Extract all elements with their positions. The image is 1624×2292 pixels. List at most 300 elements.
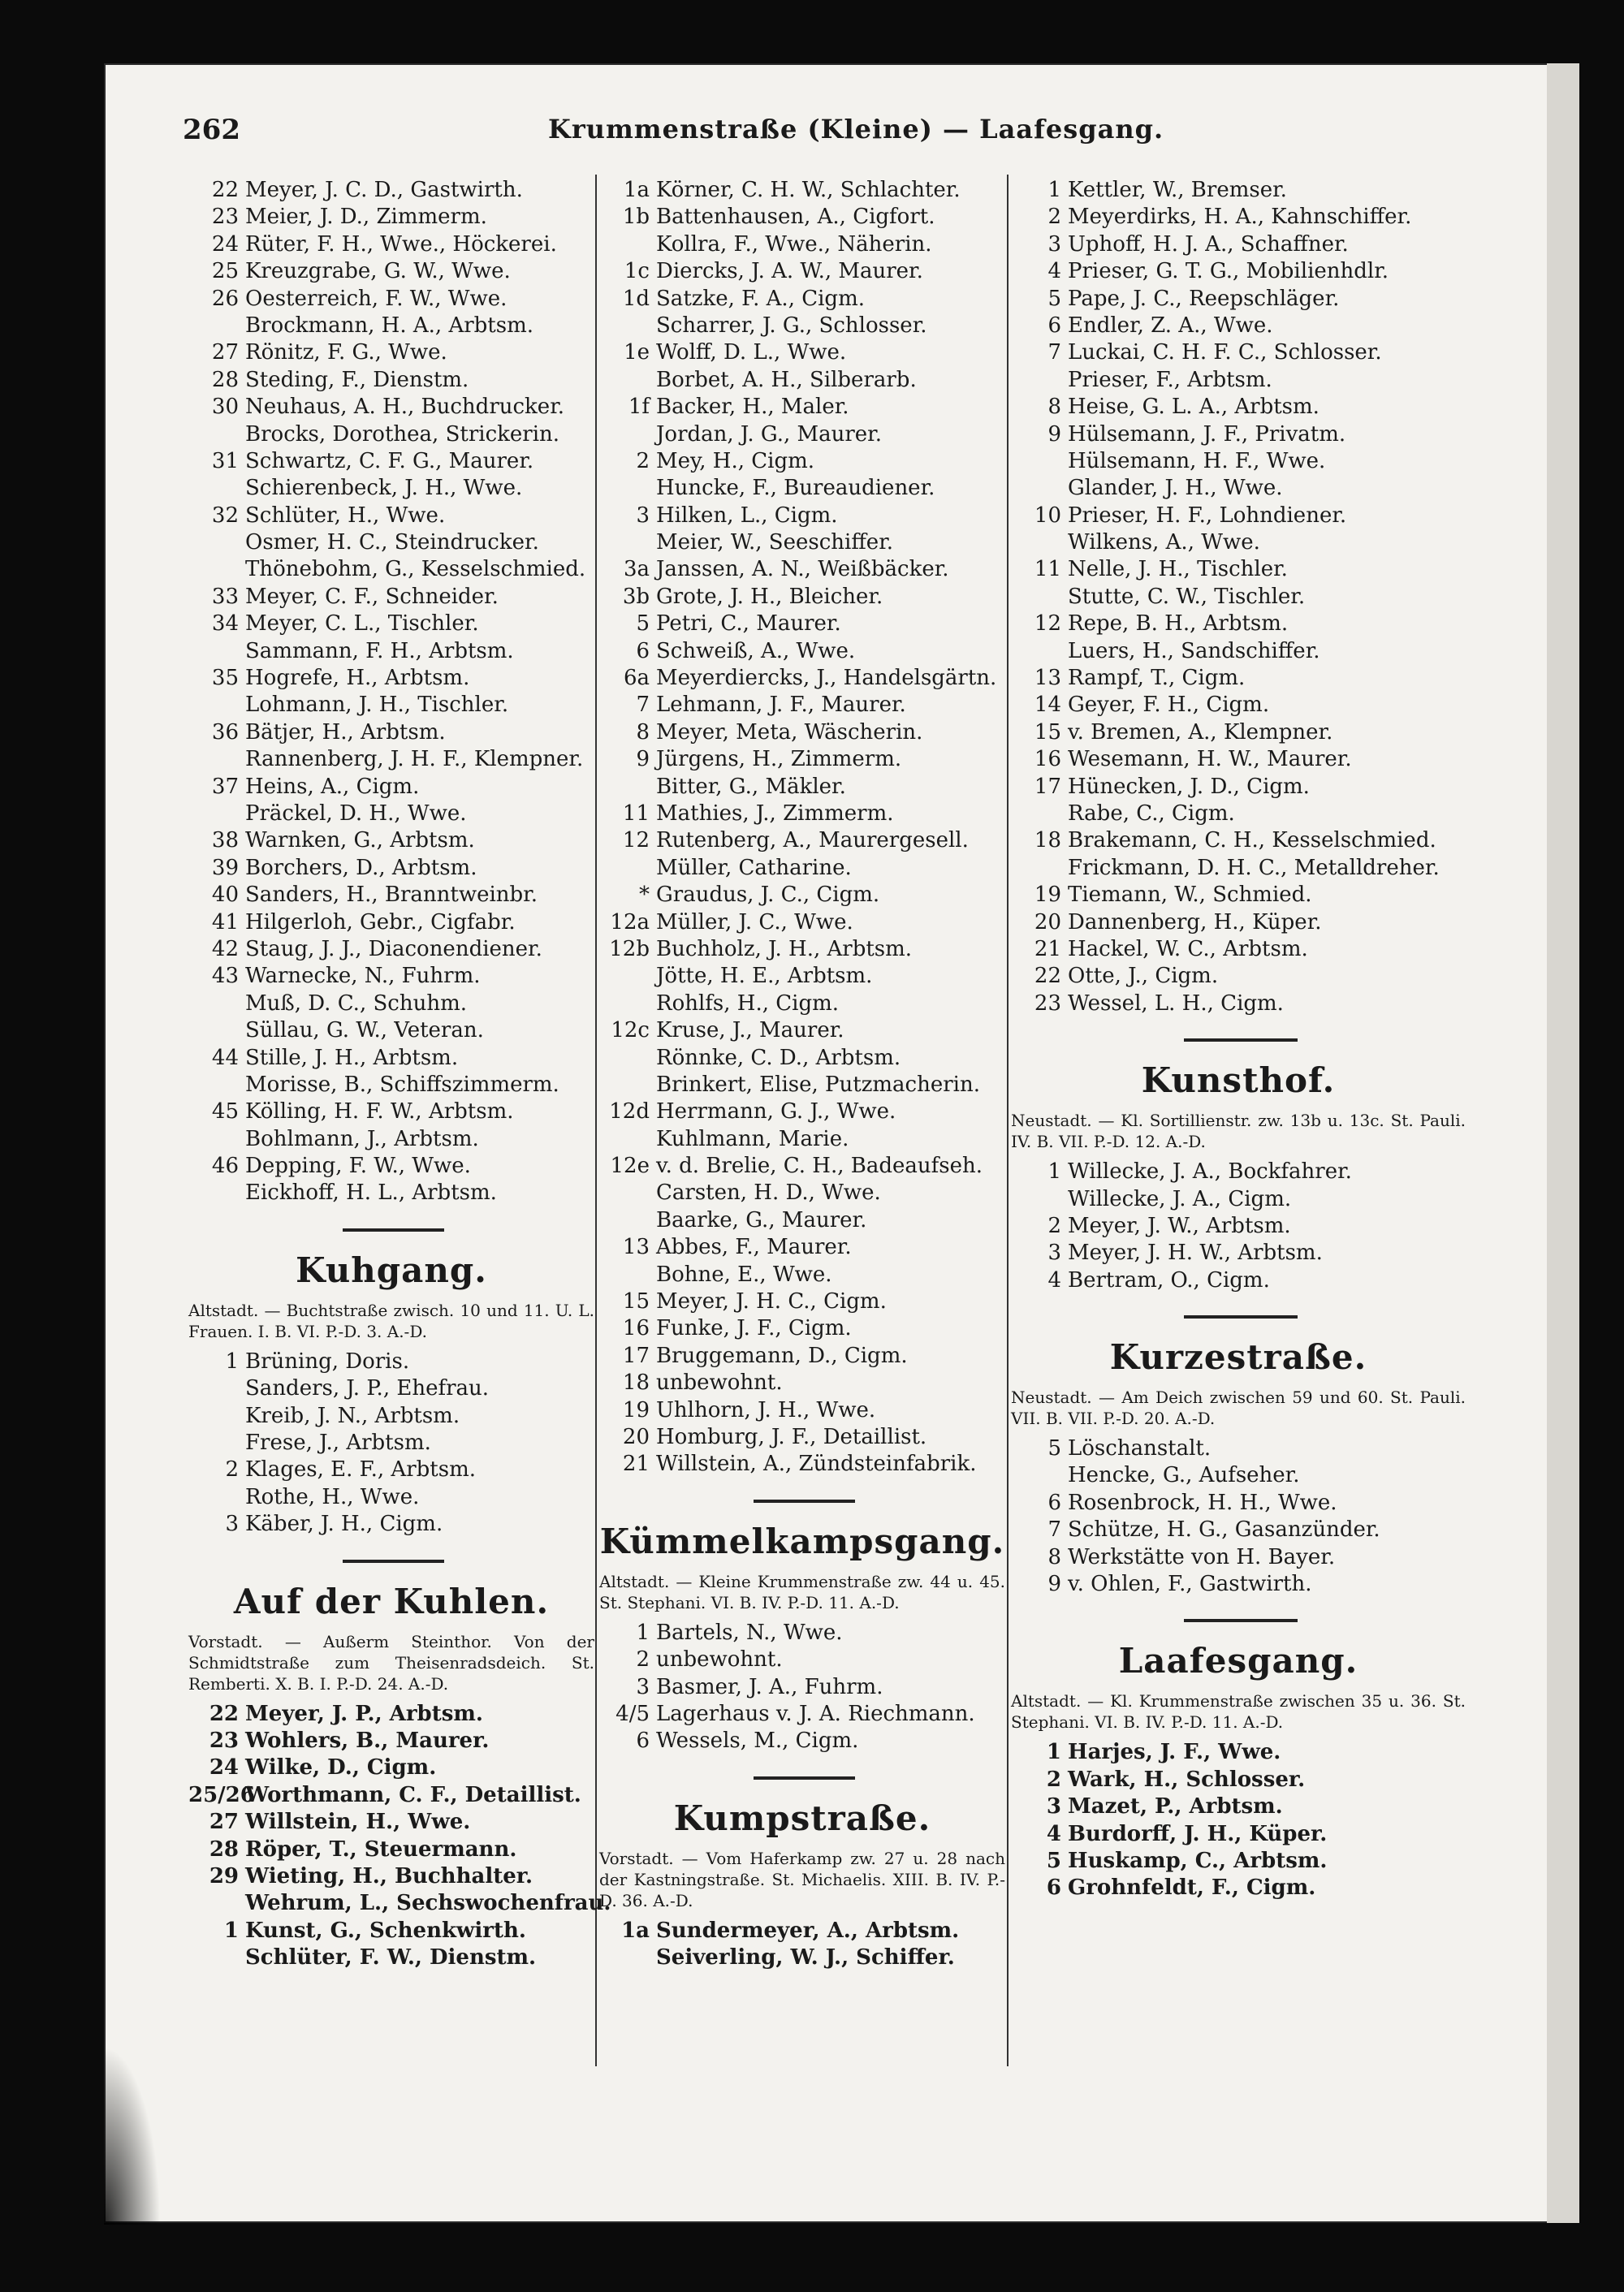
list-item (188, 1701, 594, 1728)
house-number: 1c (624, 259, 650, 284)
list-item (599, 1728, 1005, 1755)
resident-text: Brocks, Dorothea, Strickerin. (245, 421, 560, 447)
house-number: 37 (211, 774, 239, 799)
resident-text: Willstein, A., Zündsteinfabrik. (656, 1452, 977, 1477)
page-number: 262 (183, 114, 240, 146)
resident-text: Seiverling, W. J., Schiffer. (656, 1945, 955, 1970)
resident-text: Wolff, D. L., Wwe. (656, 340, 847, 365)
list-item (1011, 1186, 1466, 1213)
list-item (599, 638, 1005, 665)
list-item (188, 448, 594, 475)
list-item (599, 1017, 1005, 1044)
resident-text: Dannenberg, H., Küper. (1068, 909, 1322, 934)
thumb-shadow (104, 2046, 161, 2225)
house-number: 12c (611, 1018, 650, 1043)
house-number: 12a (610, 909, 650, 934)
house-number: 22 (1034, 964, 1061, 989)
list-item (1011, 1213, 1466, 1240)
list-item (188, 286, 594, 313)
resident-text: Petri, C., Maurer. (656, 611, 841, 637)
resident-text: Sanders, H., Branntweinbr. (245, 883, 538, 908)
list-item (1011, 394, 1466, 421)
resident-text: Meyer, J. W., Arbtsm. (1068, 1213, 1291, 1238)
house-number: 43 (211, 964, 239, 989)
house-number: 12b (609, 936, 650, 961)
resident-text: Röper, T., Steuermann. (245, 1837, 517, 1862)
house-number: 4 (1047, 1267, 1061, 1293)
house-number: 2 (1047, 205, 1061, 230)
street-heading: Kümmelkampsgang. (599, 1521, 1005, 1561)
list-item (599, 1701, 1005, 1728)
resident-text: Steding, F., Dienstm. (245, 367, 469, 392)
resident-text: Worthmann, C. F., Detaillist. (245, 1782, 581, 1807)
list-item (1011, 258, 1466, 285)
house-number: 4 (1047, 259, 1061, 284)
house-number: 1a (623, 178, 650, 202)
list-item (188, 963, 594, 990)
resident-text: Staug, J. J., Diaconendiener. (245, 936, 542, 961)
list-item (188, 421, 594, 448)
list-item (188, 584, 594, 611)
list-item (188, 1890, 611, 1917)
resident-text: Rüter, F. H., Wwe., Höckerei. (245, 231, 557, 257)
entry-list (599, 1620, 1005, 1755)
street-heading: Kumpstraße. (673, 1798, 931, 1838)
resident-text: Hencke, G., Aufseher. (1068, 1463, 1300, 1488)
list-item (188, 367, 594, 394)
list-item (188, 1728, 594, 1755)
list-item (1011, 556, 1466, 583)
list-item (599, 611, 1005, 637)
list-item (599, 1207, 1005, 1234)
resident-text: Meyer, J. C. D., Gastwirth. (245, 178, 523, 202)
list-item (599, 1397, 1005, 1424)
resident-text: Endler, Z. A., Wwe. (1068, 313, 1273, 338)
house-number: 7 (636, 693, 650, 718)
house-number: 40 (211, 883, 239, 908)
house-number: 5 (1047, 286, 1061, 311)
resident-text: Meyer, J. H. W., Arbtsm. (1068, 1241, 1323, 1266)
resident-text: Brakemann, C. H., Kesselschmied. (1068, 828, 1436, 853)
list-item (188, 827, 594, 854)
house-number: 9 (1047, 421, 1061, 447)
house-number: 16 (1034, 747, 1061, 772)
list-item (1011, 177, 1466, 204)
resident-text: Neuhaus, A. H., Buchdrucker. (245, 395, 565, 420)
list-item (188, 556, 594, 583)
resident-text: Hünecken, J. D., Cigm. (1068, 774, 1310, 799)
house-number: * (639, 883, 650, 908)
list-item (1011, 313, 1466, 339)
resident-text: Muß, D. C., Schuhm. (245, 991, 467, 1016)
list-item (599, 1424, 1005, 1451)
section-divider (599, 1478, 1005, 1519)
resident-text: Abbes, F., Maurer. (656, 1235, 852, 1260)
resident-text: Wehrum, L., Sechswochenfrau. (245, 1891, 611, 1916)
house-number: 14 (1034, 693, 1061, 718)
resident-text: Rohlfs, H., Cigm. (656, 991, 840, 1016)
resident-text: Battenhausen, A., Cigfort. (656, 205, 935, 230)
list-item (599, 991, 1005, 1017)
list-item (599, 909, 1005, 936)
resident-text: Rutenberg, A., Maurergesell. (656, 828, 969, 853)
resident-text: Willstein, H., Wwe. (245, 1810, 471, 1835)
resident-text: v. Ohlen, F., Gastwirth. (1068, 1572, 1312, 1597)
resident-text: Bätjer, H., Arbtsm. (245, 719, 446, 745)
list-item (1011, 1517, 1466, 1543)
resident-text: Backer, H., Maler. (656, 395, 849, 420)
resident-text: Burdorff, J. H., Küper. (1068, 1821, 1328, 1846)
resident-text: Glander, J. H., Wwe. (1068, 476, 1283, 501)
list-item (1011, 882, 1466, 909)
house-number: 13 (1034, 666, 1061, 691)
house-number: 12 (622, 828, 650, 853)
house-number: 3 (636, 1674, 650, 1699)
house-number: 21 (1034, 936, 1061, 961)
list-item (1011, 1793, 1466, 1820)
resident-text: Kreuzgrabe, G. W., Wwe. (245, 259, 511, 284)
street-heading: Auf der Kuhlen. (233, 1581, 550, 1621)
resident-text: Pape, J. C., Reepschläger. (1068, 286, 1340, 311)
entry-list (1011, 1739, 1466, 1901)
house-number: 8 (1047, 1544, 1061, 1569)
list-item (1011, 1544, 1466, 1571)
list-item (1011, 1848, 1466, 1875)
resident-text: Meier, W., Seeschiffer. (656, 530, 894, 555)
resident-text: Kölling, H. F. W., Arbtsm. (245, 1099, 514, 1124)
house-number: 13 (622, 1235, 650, 1260)
resident-text: Wilkens, A., Wwe. (1068, 530, 1260, 555)
list-item (1011, 286, 1466, 313)
list-item (188, 1017, 594, 1044)
resident-text: Schütze, H. G., Gasanzünder. (1068, 1517, 1380, 1543)
resident-text: Meyerdiercks, J., Handelsgärtn. (656, 666, 997, 691)
list-item (188, 475, 594, 502)
list-item (599, 1099, 1005, 1125)
resident-text: Hackel, W. C., Arbtsm. (1068, 936, 1308, 961)
resident-text: Mathies, J., Zimmerm. (656, 801, 894, 826)
resident-text: Mazet, P., Arbtsm. (1068, 1794, 1283, 1819)
list-item (188, 1755, 594, 1781)
list-item (1011, 611, 1466, 637)
list-item (188, 529, 594, 556)
resident-text: Luers, H., Sandschiffer. (1068, 638, 1320, 663)
house-number: 3 (636, 503, 650, 528)
list-item (188, 204, 594, 231)
list-item (188, 774, 594, 801)
resident-text: Brüning, Doris. (245, 1349, 410, 1374)
list-item (599, 665, 1005, 692)
resident-text: Heise, G. L. A., Arbtsm. (1068, 395, 1320, 420)
list-item (599, 801, 1005, 827)
list-item (188, 1180, 594, 1206)
list-item (1011, 1571, 1466, 1598)
street-description: Neustadt. — Am Deich zwischen 59 und 60. St. Pauli. VII. B. VII. P.-D. 20. A.-D. (1011, 1388, 1466, 1429)
list-item (1011, 665, 1466, 692)
resident-text: Kruse, J., Maurer. (656, 1018, 844, 1043)
list-item (188, 1809, 594, 1836)
list-item (188, 1918, 594, 1945)
house-number: 11 (1034, 557, 1061, 582)
house-number: 1f (628, 395, 650, 420)
list-item (1011, 584, 1466, 611)
list-item (599, 692, 1005, 719)
house-number: 1 (223, 1918, 239, 1943)
resident-text: Wesemann, H. W., Maurer. (1068, 747, 1352, 772)
house-number: 25 (211, 259, 239, 284)
house-number: 38 (211, 828, 239, 853)
list-item (1011, 1435, 1466, 1462)
street-heading: Kunsthof. (1141, 1060, 1336, 1101)
column-3 (1011, 177, 1466, 1902)
entry-list (1011, 177, 1466, 1017)
resident-text: Bohne, E., Wwe. (656, 1262, 832, 1287)
resident-text: Hilken, L., Cigm. (656, 503, 838, 528)
list-item (599, 286, 1005, 313)
list-item (599, 258, 1005, 285)
list-item (188, 394, 594, 421)
resident-text: unbewohnt. (656, 1647, 783, 1673)
resident-text: Meyer, Meta, Wäscherin. (656, 719, 923, 745)
list-item (599, 1674, 1005, 1701)
house-number: 11 (622, 801, 650, 826)
resident-text: Präckel, D. H., Wwe. (245, 801, 467, 826)
list-item (599, 313, 1005, 339)
house-number: 22 (209, 1701, 239, 1726)
resident-text: Harjes, J. F., Wwe. (1068, 1740, 1281, 1765)
list-item (1011, 855, 1466, 882)
list-item (1011, 367, 1466, 394)
resident-text: Körner, C. H. W., Schlachter. (656, 178, 961, 202)
house-number: 8 (636, 719, 650, 745)
house-number: 6 (1046, 1875, 1061, 1901)
resident-text: Meyerdirks, H. A., Kahnschiffer. (1068, 205, 1412, 230)
resident-text: Baarke, G., Maurer. (656, 1207, 867, 1232)
entry-list (188, 177, 594, 1207)
resident-text: Geyer, F. H., Cigm. (1068, 693, 1270, 718)
section-divider (188, 1207, 594, 1248)
house-number: 1e (624, 340, 650, 365)
street-heading: Kuhgang. (296, 1250, 487, 1290)
street-description: Vorstadt. — Vom Haferkamp zw. 27 u. 28 nach der Kastningstraße. St. Michaelis. XIII. B. IV. P.-D. 36. A.-D. (599, 1848, 1005, 1910)
resident-text: Eickhoff, H. L., Arbtsm. (245, 1181, 497, 1206)
resident-text: Wilke, D., Cigm. (245, 1755, 437, 1781)
resident-text: Sanders, J. P., Ehefrau. (245, 1376, 490, 1401)
resident-text: Bartels, N., Wwe. (656, 1620, 843, 1645)
list-item (1011, 448, 1466, 475)
street-heading: Laafesgang. (1118, 1641, 1358, 1681)
house-number: 46 (211, 1154, 239, 1179)
resident-text: Uhlhorn, J. H., Wwe. (656, 1397, 876, 1422)
list-item (599, 1620, 1005, 1647)
resident-text: Frese, J., Arbtsm. (245, 1431, 431, 1456)
house-number: 32 (211, 503, 239, 528)
resident-text: Hogrefe, H., Arbtsm. (245, 666, 470, 691)
list-item (188, 1403, 594, 1430)
list-item (599, 1647, 1005, 1673)
resident-text: Prieser, H. F., Lohndiener. (1068, 503, 1347, 528)
list-item (599, 1153, 1005, 1180)
resident-text: Wieting, H., Buchhalter. (245, 1863, 533, 1888)
house-number: 25/26 (188, 1782, 255, 1807)
house-number: 20 (622, 1424, 650, 1449)
resident-text: Stille, J. H., Arbtsm. (245, 1045, 459, 1070)
house-number: 6a (623, 666, 650, 691)
house-number: 20 (1034, 909, 1061, 934)
house-number: 5 (1047, 1436, 1061, 1461)
column-2 (599, 177, 1005, 1971)
house-number: 39 (211, 855, 239, 880)
resident-text: Basmer, J. A., Fuhrm. (656, 1674, 883, 1699)
resident-text: Heins, A., Cigm. (245, 774, 420, 799)
street-description: Altstadt. — Kl. Krummenstraße zwischen 35 u. 36. St. Stephani. VI. B. IV. P.-D. 11. A.-D. (1011, 1691, 1466, 1733)
list-item (1011, 1267, 1466, 1294)
column-1 (188, 177, 611, 1971)
resident-text: Uphoff, H. J. A., Schaffner. (1068, 231, 1349, 257)
house-number: 26 (211, 286, 239, 311)
list-item (1011, 339, 1466, 366)
list-item (599, 475, 1005, 502)
resident-text: Rampf, T., Cigm. (1068, 666, 1246, 691)
house-number: 31 (211, 448, 239, 473)
resident-text: Janssen, A. N., Weißbäcker. (656, 557, 949, 582)
list-item (1011, 991, 1466, 1017)
street-description: Altstadt. — Buchtstraße zwisch. 10 und 11. U. L. Frauen. I. B. VI. P.-D. 3. A.-D. (188, 1300, 594, 1341)
house-number: 42 (211, 936, 239, 961)
house-number: 1 (1046, 1740, 1061, 1765)
list-item (188, 1375, 594, 1402)
resident-text: Müller, J. C., Wwe. (656, 909, 853, 934)
house-number: 23 (209, 1728, 239, 1753)
house-number: 35 (211, 666, 239, 691)
list-item (188, 313, 594, 339)
list-item (1011, 421, 1466, 448)
list-item (1011, 801, 1466, 827)
resident-text: Süllau, G. W., Veteran. (245, 1018, 484, 1043)
list-item (599, 882, 1005, 909)
list-item (599, 1234, 1005, 1261)
list-item (188, 1837, 594, 1863)
section-divider (188, 1539, 594, 1579)
list-item (1011, 503, 1466, 529)
list-item (1011, 204, 1466, 231)
resident-text: Bitter, G., Mäkler. (656, 774, 846, 799)
resident-text: Sammann, F. H., Arbtsm. (245, 638, 514, 663)
house-number: 12 (1034, 611, 1061, 637)
list-item (188, 1484, 594, 1511)
resident-text: Käber, J. H., Cigm. (245, 1512, 443, 1537)
list-item (1011, 909, 1466, 936)
list-item (599, 827, 1005, 854)
resident-text: Schlüter, F. W., Dienstm. (245, 1945, 537, 1970)
list-item (599, 1288, 1005, 1315)
house-number: 3 (1047, 231, 1061, 257)
list-item (1011, 1462, 1466, 1489)
list-item (1011, 1159, 1466, 1185)
resident-text: Kettler, W., Bremser. (1068, 178, 1287, 202)
house-number: 27 (211, 340, 239, 365)
house-number: 18 (622, 1370, 650, 1396)
street-description: Altstadt. — Kleine Krummenstraße zw. 44 u. 45. St. Stephani. VI. B. IV. P.-D. 11. A.-D. (599, 1571, 1005, 1612)
list-item (188, 991, 594, 1017)
resident-text: Jürgens, H., Zimmerm. (656, 747, 902, 772)
house-number: 1a (621, 1918, 650, 1943)
house-number: 12e (610, 1154, 650, 1179)
list-item (188, 936, 594, 963)
resident-text: Funke, J. F., Cigm. (656, 1316, 852, 1341)
resident-text: Satzke, F. A., Cigm. (656, 286, 865, 311)
column-rule (595, 175, 597, 2066)
list-item (599, 1072, 1005, 1099)
list-item (599, 204, 1005, 231)
house-number: 7 (1047, 340, 1061, 365)
resident-text: Rönitz, F. G., Wwe. (245, 340, 447, 365)
list-item (188, 638, 594, 665)
resident-text: Bruggemann, D., Cigm. (656, 1343, 908, 1368)
resident-text: Bertram, O., Cigm. (1068, 1267, 1270, 1293)
list-item (188, 1099, 594, 1125)
house-number: 30 (211, 395, 239, 420)
resident-text: Sundermeyer, A., Arbtsm. (656, 1918, 960, 1943)
resident-text: Kunst, G., Schenkwirth. (245, 1918, 526, 1943)
house-number: 15 (1034, 719, 1061, 745)
resident-text: Kuhlmann, Marie. (656, 1126, 849, 1151)
house-number: 28 (211, 367, 239, 392)
list-item (1011, 827, 1466, 854)
resident-text: Homburg, J. F., Detaillist. (656, 1424, 927, 1449)
resident-text: Nelle, J. H., Tischler. (1068, 557, 1288, 582)
house-number: 3 (225, 1512, 239, 1537)
list-item (1011, 963, 1466, 990)
house-number: 23 (211, 205, 239, 230)
list-item (188, 1072, 594, 1099)
list-item (599, 421, 1005, 448)
column-rule (1007, 175, 1009, 2066)
section-divider (1011, 1598, 1466, 1638)
house-number: 6 (636, 1729, 650, 1754)
house-number: 3b (622, 584, 650, 609)
resident-text: Meyer, C. L., Tischler. (245, 611, 479, 637)
list-item (188, 882, 594, 909)
entry-list (188, 1701, 611, 1972)
resident-text: Wessels, M., Cigm. (656, 1729, 859, 1754)
list-item (599, 963, 1005, 990)
house-number: 8 (1047, 395, 1061, 420)
house-number: 9 (636, 747, 650, 772)
street-description: Vorstadt. — Außerm Steinthor. Von der Schmidtstraße zum Theisenradsdeich. St. Remberti. X. B. I. P.-D. 24. A.-D. (188, 1631, 594, 1694)
resident-text: Huskamp, C., Arbtsm. (1068, 1848, 1328, 1873)
list-item (599, 1451, 1005, 1478)
house-number: 5 (636, 611, 650, 637)
house-number: 17 (622, 1343, 650, 1368)
resident-text: Lagerhaus v. J. A. Riechmann. (656, 1701, 975, 1726)
list-item (599, 339, 1005, 366)
house-number: 2 (1047, 1213, 1061, 1238)
list-item (188, 801, 594, 827)
resident-text: Tiemann, W., Schmied. (1068, 883, 1312, 908)
resident-text: Schierenbeck, J. H., Wwe. (245, 476, 523, 501)
list-item (1011, 1821, 1466, 1848)
resident-text: Rothe, H., Wwe. (245, 1484, 420, 1509)
list-item (599, 394, 1005, 421)
resident-text: Willecke, J. A., Bockfahrer. (1068, 1159, 1352, 1185)
resident-text: Müller, Catharine. (656, 855, 852, 880)
resident-text: Hilgerloh, Gebr., Cigfabr. (245, 909, 516, 934)
list-item (188, 1126, 594, 1153)
house-number: 18 (1034, 828, 1061, 853)
resident-text: Frickmann, D. H. C., Metalldreher. (1068, 855, 1440, 880)
resident-text: Jötte, H. E., Arbtsm. (656, 964, 873, 989)
